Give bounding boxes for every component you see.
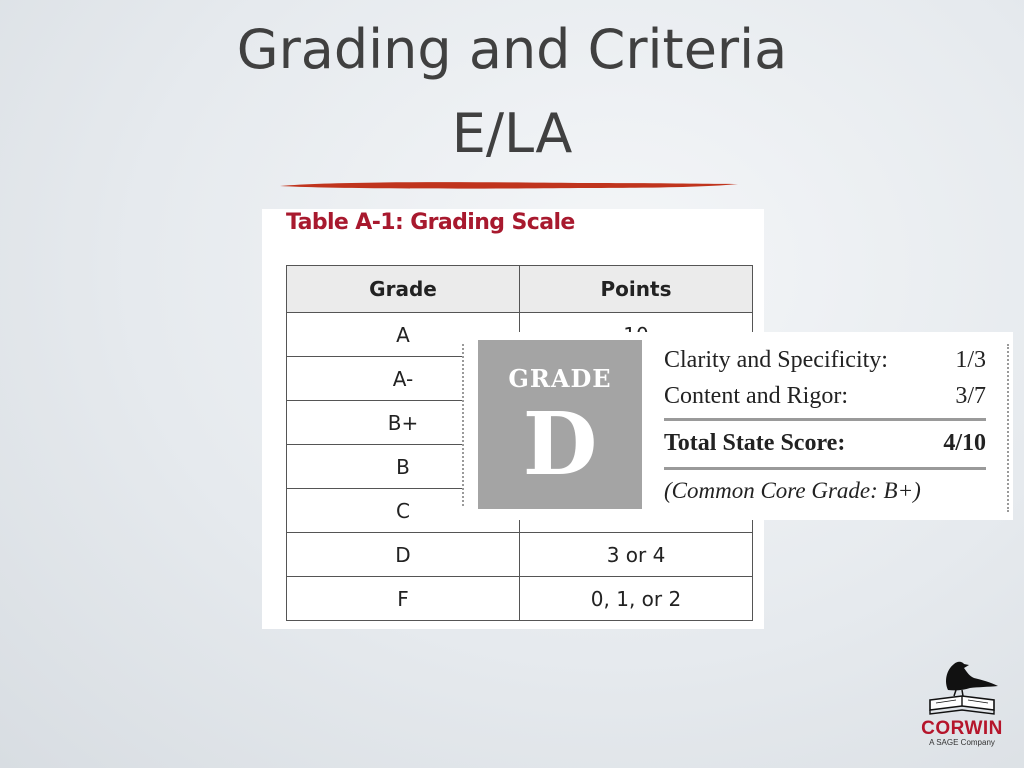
criterion-score: 3/7 bbox=[955, 383, 986, 409]
slide-title-line-2: E/LA bbox=[451, 101, 573, 165]
corwin-logo bbox=[912, 656, 1012, 752]
raven-on-book-icon bbox=[922, 656, 1002, 718]
criterion-row bbox=[664, 342, 986, 378]
grading-scale-caption: Table A-1: Grading Scale bbox=[286, 210, 575, 235]
total-score-row bbox=[664, 423, 986, 463]
table-row bbox=[287, 577, 753, 621]
score-divider bbox=[664, 467, 986, 470]
column-header-grade: Grade bbox=[287, 266, 520, 313]
common-core-note: (Common Core Grade: B+) bbox=[664, 478, 921, 503]
grade-letter: D bbox=[522, 394, 598, 495]
grade-cell: A- bbox=[287, 357, 520, 401]
table-header-row bbox=[287, 266, 753, 313]
grade-cell: B+ bbox=[287, 401, 520, 445]
score-breakdown bbox=[664, 342, 986, 504]
total-score-value: 4/10 bbox=[943, 430, 986, 456]
criterion-label: Clarity and Specificity: bbox=[664, 347, 888, 373]
criterion-row bbox=[664, 378, 986, 414]
criterion-score: 1/3 bbox=[955, 347, 986, 373]
column-header-points: Points bbox=[520, 266, 753, 313]
dotted-border-right bbox=[1007, 344, 1009, 512]
grade-cell: B bbox=[287, 445, 520, 489]
report-card-image bbox=[462, 332, 1013, 520]
grade-cell: D bbox=[287, 533, 520, 577]
criterion-label: Content and Rigor: bbox=[664, 383, 848, 409]
total-score-label: Total State Score: bbox=[664, 430, 846, 456]
grade-box bbox=[478, 340, 642, 509]
title-underline-rule bbox=[278, 180, 740, 190]
score-divider bbox=[664, 418, 986, 421]
dotted-border-left bbox=[462, 344, 464, 506]
grade-word: GRADE bbox=[508, 364, 612, 393]
grade-cell: C bbox=[287, 489, 520, 533]
points-cell: 0, 1, or 2 bbox=[520, 577, 753, 621]
slide-title-line-1: Grading and Criteria bbox=[236, 18, 788, 81]
logo-wordmark: CORWIN bbox=[921, 718, 1003, 739]
points-cell: 3 or 4 bbox=[520, 533, 753, 577]
slide-title bbox=[0, 8, 1024, 175]
grade-cell: A bbox=[287, 313, 520, 357]
logo-tagline: A SAGE Company bbox=[929, 738, 995, 747]
table-row bbox=[287, 533, 753, 577]
grade-cell: F bbox=[287, 577, 520, 621]
